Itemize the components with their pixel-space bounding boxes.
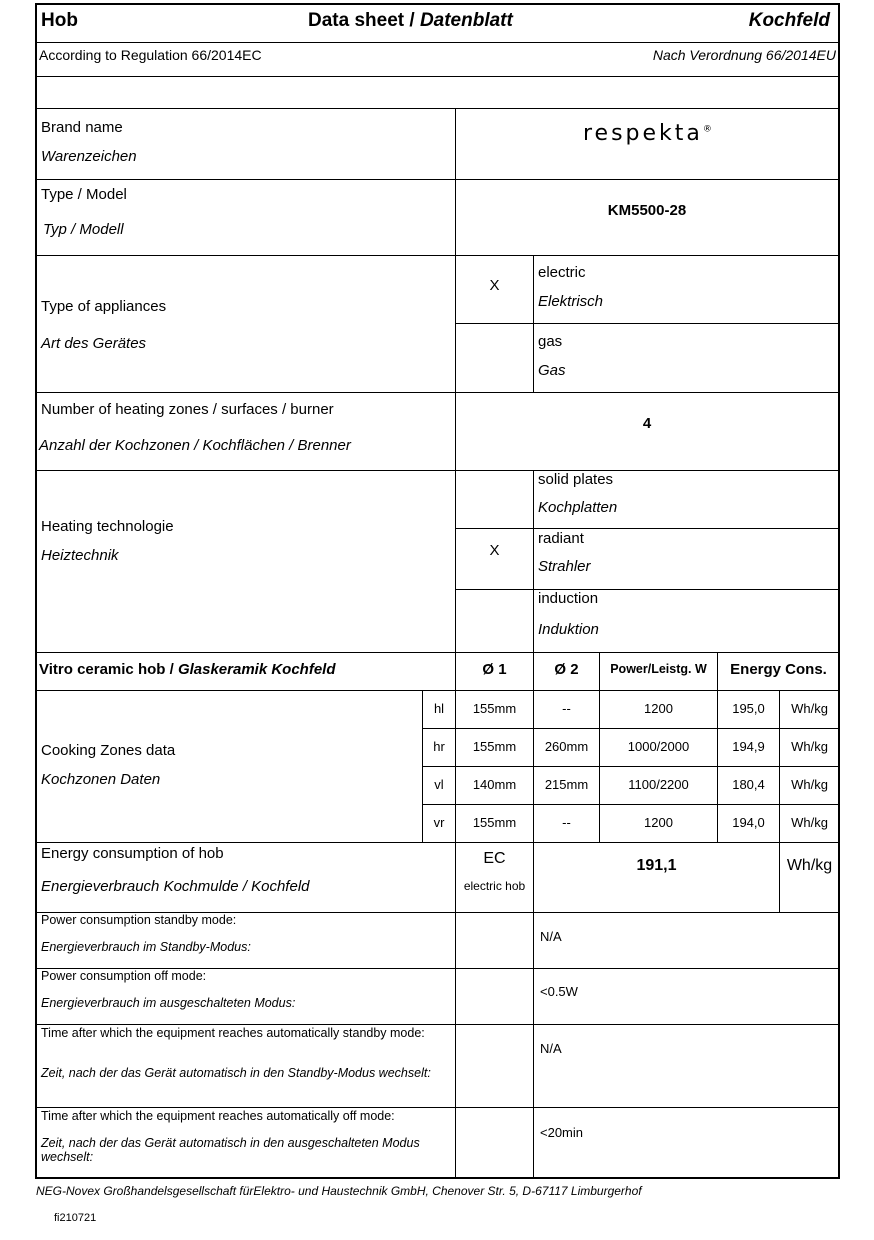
standby-time-label-en: Time after which the equipment reaches automatically standby mode:: [41, 1026, 425, 1040]
hob-energy-ec-sub: electric hob: [463, 879, 526, 893]
zones-data-label-de: Kochzonen Daten: [41, 771, 161, 788]
zone-d2: 215mm: [544, 777, 589, 792]
zone-unit: Wh/kg: [791, 815, 828, 830]
zone-power: 1200: [644, 815, 673, 830]
header-center: [308, 10, 513, 32]
technology-option-radiant-de: Strahler: [538, 558, 591, 575]
regulation-en: According to Regulation 66/2014EC: [39, 47, 262, 63]
zone-d1: 155mm: [472, 815, 517, 830]
standby-power-label-en: Power consumption standby mode:: [41, 913, 237, 927]
technology-option-induction-de: Induktion: [538, 621, 599, 638]
zones-data-label-en: Cooking Zones data: [41, 742, 176, 759]
zone-energy: 195,0: [732, 701, 765, 716]
off-time-value: <20min: [540, 1125, 583, 1140]
appliance-option-gas-de: Gas: [538, 362, 566, 379]
hob-energy-ec: EC: [483, 850, 506, 867]
appliance-label-en: Type of appliances: [41, 298, 167, 315]
technology-option-solid-en: solid plates: [538, 471, 614, 488]
zone-unit: Wh/kg: [791, 739, 828, 754]
model-value: KM5500-28: [607, 202, 687, 219]
zone-energy: 180,4: [732, 777, 765, 792]
appliance-mark-electric: X: [489, 277, 500, 294]
off-power-label-de: Energieverbrauch im ausgeschalteten Modus:: [41, 996, 296, 1010]
appliance-label-de: Art des Gerätes: [41, 335, 147, 352]
registered-mark-icon: ®: [702, 124, 712, 135]
zone-power: 1000/2000: [627, 739, 690, 754]
header-left: Hob: [41, 10, 78, 31]
col-diameter-1: Ø 1: [482, 661, 507, 678]
appliance-option-electric-en: electric: [538, 264, 586, 281]
zone-position: hl: [433, 701, 445, 716]
off-time-label-de: Zeit, nach der das Gerät automatisch in den ausgeschalteten Modus wechselt:: [41, 1136, 420, 1164]
col-power: Power/Leistg. W: [610, 662, 707, 676]
hob-energy-label-de: Energieverbrauch Kochmulde / Kochfeld: [41, 878, 310, 895]
footer-company: NEG-Novex Großhandelsgesellschaft fürElektro- und Haustechnik GmbH, Chenover Str. 5, D-67117 Limburgerhof: [36, 1184, 642, 1198]
standby-power-value: N/A: [540, 929, 562, 944]
technology-option-radiant-en: radiant: [538, 530, 584, 547]
zones-table-title-de: Glaskeramik Kochfeld: [177, 661, 336, 678]
appliance-option-gas-en: gas: [538, 333, 563, 350]
technology-label-en: Heating technologie: [41, 518, 174, 535]
header-right: Kochfeld: [748, 10, 830, 31]
zones-table-title: [39, 661, 336, 678]
zone-d2: 260mm: [544, 739, 589, 754]
brand-logo-text: respekta: [583, 121, 703, 146]
technology-label-de: Heiztechnik: [41, 547, 119, 564]
col-diameter-2: Ø 2: [554, 661, 579, 678]
brand-logo: [583, 121, 712, 146]
zone-d2: --: [562, 701, 571, 716]
regulation-de: Nach Verordnung 66/2014EU: [652, 47, 836, 63]
brand-label-de: Warenzeichen: [41, 148, 137, 165]
hob-energy-label-en: Energy consumption of hob: [41, 845, 224, 862]
zone-energy: 194,9: [732, 739, 765, 754]
technology-mark-radiant: X: [489, 542, 500, 559]
zone-unit: Wh/kg: [791, 701, 828, 716]
zone-d1: 155mm: [472, 701, 517, 716]
zone-energy: 194,0: [732, 815, 765, 830]
standby-time-label-de: Zeit, nach der das Gerät automatisch in den Standby-Modus wechselt:: [41, 1066, 431, 1080]
zone-d1: 155mm: [472, 739, 517, 754]
brand-label-en: Brand name: [41, 119, 123, 136]
model-label-de: Typ / Modell: [43, 221, 124, 238]
appliance-option-electric-de: Elektrisch: [538, 293, 604, 310]
hob-energy-unit: Wh/kg: [786, 857, 833, 874]
zones-count-label-de: Anzahl der Kochzonen / Kochflächen / Brenner: [39, 437, 351, 454]
zone-d2: --: [562, 815, 571, 830]
zone-position: vl: [434, 777, 444, 792]
footer-code: fi210721: [54, 1212, 97, 1224]
zone-d1: 140mm: [472, 777, 517, 792]
header-center-de: Datenblatt: [419, 10, 513, 31]
col-energy: Energy Cons.: [730, 661, 827, 678]
standby-time-value: N/A: [540, 1041, 562, 1056]
zone-unit: Wh/kg: [791, 777, 828, 792]
zone-power: 1100/2200: [628, 777, 689, 792]
hob-energy-value: 191,1: [636, 857, 677, 874]
zones-table-title-en: Vitro ceramic hob /: [39, 661, 174, 678]
zones-count-value: 4: [642, 415, 652, 432]
zone-power: 1200: [644, 701, 673, 716]
off-power-label-en: Power consumption off mode:: [41, 969, 207, 983]
header-center-en: Data sheet /: [308, 10, 415, 31]
zone-position: hr: [433, 739, 445, 754]
off-time-label-en: Time after which the equipment reaches automatically off mode:: [41, 1109, 395, 1123]
standby-power-label-de: Energieverbrauch im Standby-Modus:: [41, 940, 251, 954]
zone-position: vr: [433, 815, 445, 830]
technology-option-induction-en: induction: [538, 590, 599, 607]
model-label-en: Type / Model: [41, 186, 127, 203]
zones-count-label-en: Number of heating zones / surfaces / burner: [41, 401, 334, 418]
off-power-value: <0.5W: [540, 984, 578, 999]
technology-option-solid-de: Kochplatten: [538, 499, 618, 516]
